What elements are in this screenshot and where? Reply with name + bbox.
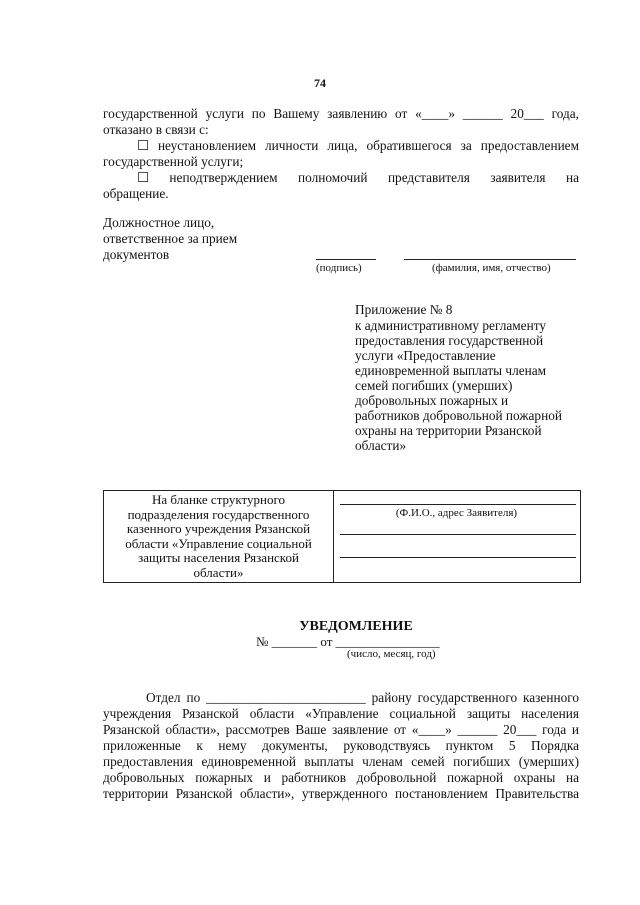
body-line: приложенные к нему документы, руководствуясь пунктом 5 Порядка bbox=[103, 738, 579, 753]
letterhead-divider bbox=[333, 491, 334, 582]
body-line: учреждения Рязанской области «Управление социальной защиты населения bbox=[103, 706, 579, 721]
intro-line-2: отказано в связи с: bbox=[103, 122, 209, 137]
official-line-2: ответственное за прием bbox=[103, 231, 238, 246]
appendix-line: к административному регламенту bbox=[355, 318, 546, 333]
letterhead-line: На бланке структурного bbox=[152, 492, 285, 507]
name-caption: (фамилия, имя, отчество) bbox=[432, 262, 551, 274]
body-line: Отдел по ________________________ району государственного казенного bbox=[146, 690, 579, 705]
reason-2-line-1: ☐ неподтверждением полномочий представителя заявителя на bbox=[137, 170, 579, 185]
appendix-line: предоставления государственной bbox=[355, 333, 544, 348]
body-line: добровольных пожарных и работников добровольной пожарной охраны на bbox=[103, 770, 579, 785]
reason-1-line-1: ☐ неустановлением личности лица, обратившегося за предоставлением bbox=[137, 138, 579, 153]
body-line: предоставления единовременной выплаты членам семей погибших (умерших) bbox=[103, 754, 579, 769]
official-line-3: документов bbox=[103, 247, 170, 262]
reason-1-line-2: государственной услуги; bbox=[103, 154, 244, 169]
body-line: территории Рязанской области», утвержденного постановлением Правительства bbox=[103, 786, 579, 801]
letterhead-line: подразделения государственного bbox=[127, 506, 310, 522]
applicant-line-1 bbox=[340, 504, 576, 505]
appendix-line: услуги «Предоставление bbox=[355, 348, 496, 363]
official-line-1: Должностное лицо, bbox=[103, 215, 215, 230]
applicant-line-3 bbox=[340, 557, 576, 558]
letterhead-line: области» bbox=[193, 564, 244, 580]
letterhead-table bbox=[103, 490, 581, 583]
letterhead-text bbox=[104, 493, 333, 581]
applicant-caption: (Ф.И.О., адрес Заявителя) bbox=[395, 507, 518, 519]
name-line bbox=[404, 259, 576, 260]
appendix-line: области» bbox=[355, 438, 407, 453]
date-caption: (число, месяц, год) bbox=[347, 648, 436, 660]
letterhead-line: области «Управление социальной bbox=[125, 535, 312, 551]
notice-title: УВЕДОМЛЕНИЕ bbox=[299, 619, 413, 634]
signature-line bbox=[316, 259, 376, 260]
appendix-title: Приложение № 8 bbox=[355, 302, 453, 317]
letterhead-line: казенного учреждения Рязанской bbox=[126, 521, 311, 537]
applicant-line-2 bbox=[340, 534, 576, 535]
intro-line-1: государственной услуги по Вашему заявлению от «____» ______ 20___ года, bbox=[103, 106, 579, 121]
appendix-line: единовременной выплаты членам bbox=[355, 363, 547, 378]
body-line: Рязанской области», рассмотрев Ваше заявление от «____» ______ 20___ года и bbox=[103, 722, 579, 737]
notice-number: № _______ от ________________ bbox=[256, 634, 440, 649]
reason-2-line-2: обращение. bbox=[103, 186, 169, 201]
page-number: 74 bbox=[314, 76, 326, 90]
letterhead-line: защиты населения Рязанской bbox=[138, 550, 299, 566]
appendix-line: работников добровольной пожарной bbox=[355, 408, 562, 423]
appendix-line: охраны на территории Рязанской bbox=[355, 423, 542, 438]
appendix-line: добровольных пожарных и bbox=[355, 393, 509, 408]
signature-caption: (подпись) bbox=[316, 262, 362, 274]
appendix-line: семей погибших (умерших) bbox=[355, 378, 513, 393]
